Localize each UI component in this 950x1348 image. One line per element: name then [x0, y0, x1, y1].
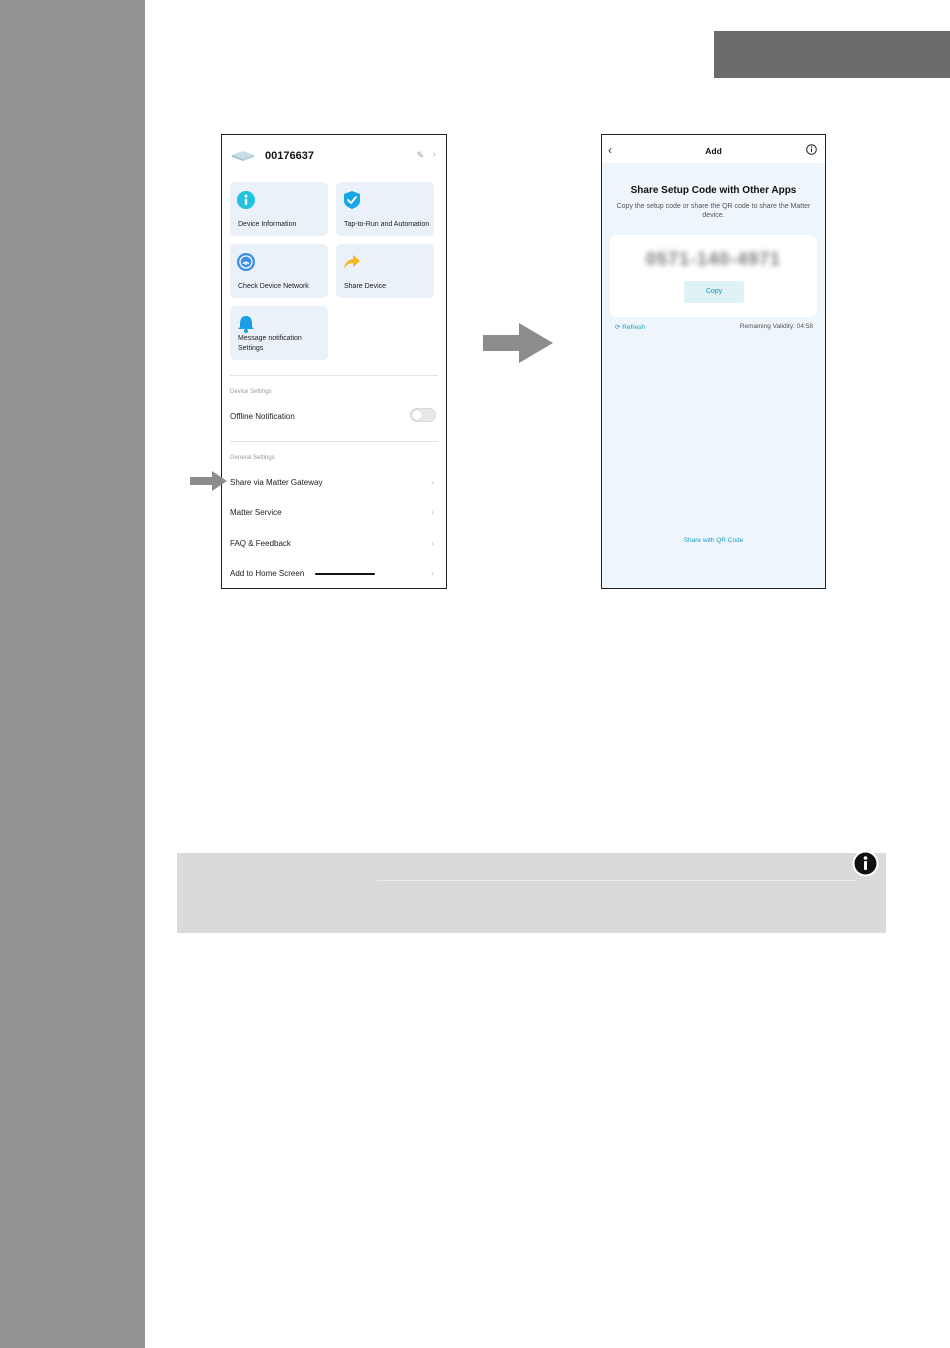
chevron-right-icon: ›: [431, 538, 434, 548]
refresh-button[interactable]: [615, 323, 645, 331]
device-settings-screen: [221, 134, 447, 589]
offline-notification-toggle[interactable]: [410, 408, 436, 422]
info-icon: [237, 191, 255, 209]
device-header: [230, 147, 438, 167]
chevron-right-icon: ›: [431, 477, 434, 487]
share-arrow-icon: [343, 253, 361, 271]
bell-icon: [237, 315, 255, 333]
network-icon: [237, 253, 255, 271]
chapter-tab: [714, 31, 950, 78]
tile-share-device[interactable]: [336, 244, 434, 298]
tile-label: Device Information: [238, 221, 297, 228]
refresh-label: Refresh: [622, 324, 646, 331]
divider: [230, 441, 438, 442]
section-label-general-settings: General Settings: [230, 455, 275, 461]
note-divider: [377, 880, 857, 881]
tile-label: Tap-to-Run and Automation: [344, 221, 430, 228]
offline-notification-label: Offline Notification: [230, 412, 295, 421]
row-add-to-home-screen[interactable]: Add to Home Screen: [230, 569, 305, 578]
device-name: 00176637: [265, 150, 314, 162]
tile-label: Share Device: [344, 283, 387, 290]
edit-icon[interactable]: ✎: [416, 150, 424, 160]
note-info-icon: [852, 850, 879, 877]
row-share-via-matter-gateway[interactable]: Share via Matter Gateway: [230, 478, 323, 487]
nav-bar: [602, 135, 825, 163]
setup-code: 0571-140-4971: [645, 249, 782, 269]
chevron-right-icon: ›: [431, 507, 434, 517]
screen-title: Add: [705, 146, 722, 156]
router-icon: [232, 151, 254, 161]
info-icon[interactable]: [806, 144, 817, 155]
check-badge-icon: [343, 191, 361, 209]
setup-code-card: [610, 235, 817, 317]
tile-label: Message notification Settings: [238, 335, 302, 352]
share-subtitle: Copy the setup code or share the QR code to share the Matter device.: [616, 203, 811, 219]
tile-tap-to-run[interactable]: [336, 182, 434, 236]
remaining-validity: Remaining Validity: 04:58: [739, 323, 813, 330]
divider: [230, 375, 438, 376]
share-heading: Share Setup Code with Other Apps: [630, 185, 797, 196]
tile-message-notification[interactable]: [230, 306, 328, 360]
row-faq-feedback[interactable]: FAQ & Feedback: [230, 539, 291, 548]
row-matter-service[interactable]: Matter Service: [230, 508, 282, 517]
pointer-arrow-icon: [190, 471, 227, 491]
copy-button[interactable]: Copy: [684, 281, 744, 303]
share-setup-code-screen: [601, 134, 826, 589]
next-step-arrow-icon: [483, 323, 553, 363]
section-label-device-settings: Device Settings: [230, 389, 272, 395]
tile-device-information[interactable]: [230, 182, 328, 236]
home-indicator: [315, 573, 375, 575]
tile-label: Check Device Network: [238, 283, 309, 290]
note-box: [177, 853, 886, 933]
chevron-right-icon[interactable]: ›: [432, 149, 436, 160]
refresh-icon: ⟳: [615, 324, 621, 331]
back-icon[interactable]: ‹: [608, 143, 612, 157]
side-bar: [0, 0, 145, 1348]
share-qr-code-link[interactable]: Share with QR Code: [683, 537, 744, 544]
chevron-right-icon: ›: [431, 568, 434, 578]
toggle-knob: [412, 410, 422, 420]
tile-check-device-network[interactable]: [230, 244, 328, 298]
